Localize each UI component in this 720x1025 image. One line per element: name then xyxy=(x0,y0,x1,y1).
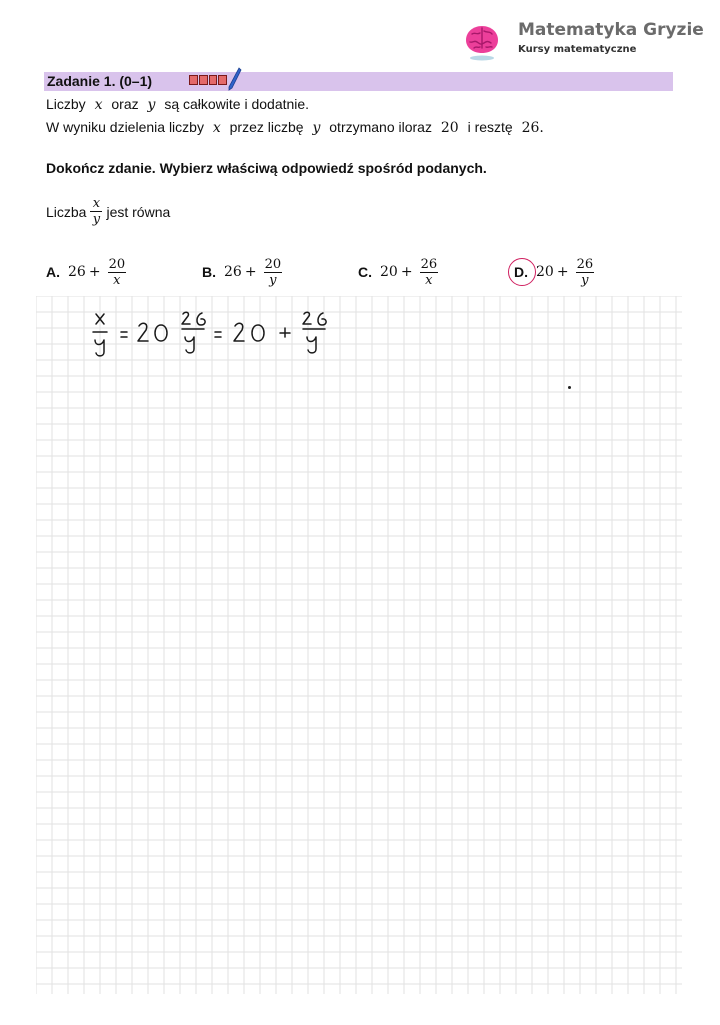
letter-text: D. xyxy=(514,264,528,280)
handwritten-solution xyxy=(86,308,346,364)
option-letter: C. xyxy=(358,264,372,280)
option-expression xyxy=(224,257,286,288)
question-stem xyxy=(46,196,170,227)
option-c[interactable] xyxy=(358,254,442,290)
brand-tagline: Kursy matematyczne xyxy=(518,44,637,55)
numerator: x xyxy=(92,196,101,211)
task-title: Zadanie 1. (0–1) xyxy=(47,73,153,89)
denominator: y xyxy=(92,212,101,227)
var-y: y xyxy=(312,120,321,136)
text: przez liczbę xyxy=(229,119,304,135)
quotient: 20 xyxy=(440,120,459,136)
var-x: x xyxy=(94,97,103,113)
text: i resztę xyxy=(467,119,513,135)
option-expression xyxy=(536,257,598,288)
option-d[interactable] xyxy=(514,254,598,290)
fraction xyxy=(420,257,439,288)
denominator: x xyxy=(113,272,121,288)
whole: 26 xyxy=(68,264,86,280)
whole: 26 xyxy=(224,264,242,280)
option-expression xyxy=(68,257,130,288)
denominator: y xyxy=(581,272,589,288)
pen-dot xyxy=(568,386,571,389)
numerator: 20 xyxy=(108,256,126,272)
answer-boxes xyxy=(189,75,227,85)
option-letter: B. xyxy=(202,264,216,280)
text: Liczba xyxy=(46,203,87,220)
brand-logo xyxy=(460,18,710,64)
option-b[interactable] xyxy=(202,254,286,290)
var-y: y xyxy=(147,97,156,113)
option-letter-selected xyxy=(514,264,528,280)
plus: + xyxy=(556,264,569,280)
statement-line-1 xyxy=(46,96,309,113)
denominator: y xyxy=(269,272,277,288)
pen-icon xyxy=(226,67,242,93)
option-expression xyxy=(380,257,442,288)
option-a[interactable] xyxy=(46,254,130,290)
denominator: x xyxy=(425,272,433,288)
text: Liczby xyxy=(46,96,86,112)
plus: + xyxy=(400,264,413,280)
text: otrzymano iloraz xyxy=(329,119,432,135)
numerator: 26 xyxy=(420,256,438,272)
fraction xyxy=(264,257,283,288)
var-x: x xyxy=(212,120,221,136)
plus: + xyxy=(244,264,257,280)
numerator: 26 xyxy=(576,256,594,272)
plus: + xyxy=(88,264,101,280)
fraction xyxy=(576,257,595,288)
text: jest równa xyxy=(106,203,171,220)
text: są całkowite i dodatnie. xyxy=(164,96,310,112)
brand-name: Matematyka Gryzie xyxy=(518,20,704,40)
numerator: 20 xyxy=(264,256,282,272)
whole: 20 xyxy=(536,264,554,280)
statement-line-2 xyxy=(46,119,549,136)
text: oraz xyxy=(111,96,139,112)
grid-paper xyxy=(36,296,682,994)
fraction xyxy=(108,257,127,288)
brain-icon xyxy=(460,20,504,64)
text: W wyniku dzielenia liczby xyxy=(46,119,204,135)
selection-circle xyxy=(508,258,536,286)
task-header xyxy=(44,72,673,91)
whole: 20 xyxy=(380,264,398,280)
option-letter: A. xyxy=(46,264,60,280)
fraction-x-over-y xyxy=(90,196,102,227)
remainder: 26. xyxy=(521,120,544,136)
instruction: Dokończ zdanie. Wybierz właściwą odpowiedź spośród podanych. xyxy=(46,160,487,176)
